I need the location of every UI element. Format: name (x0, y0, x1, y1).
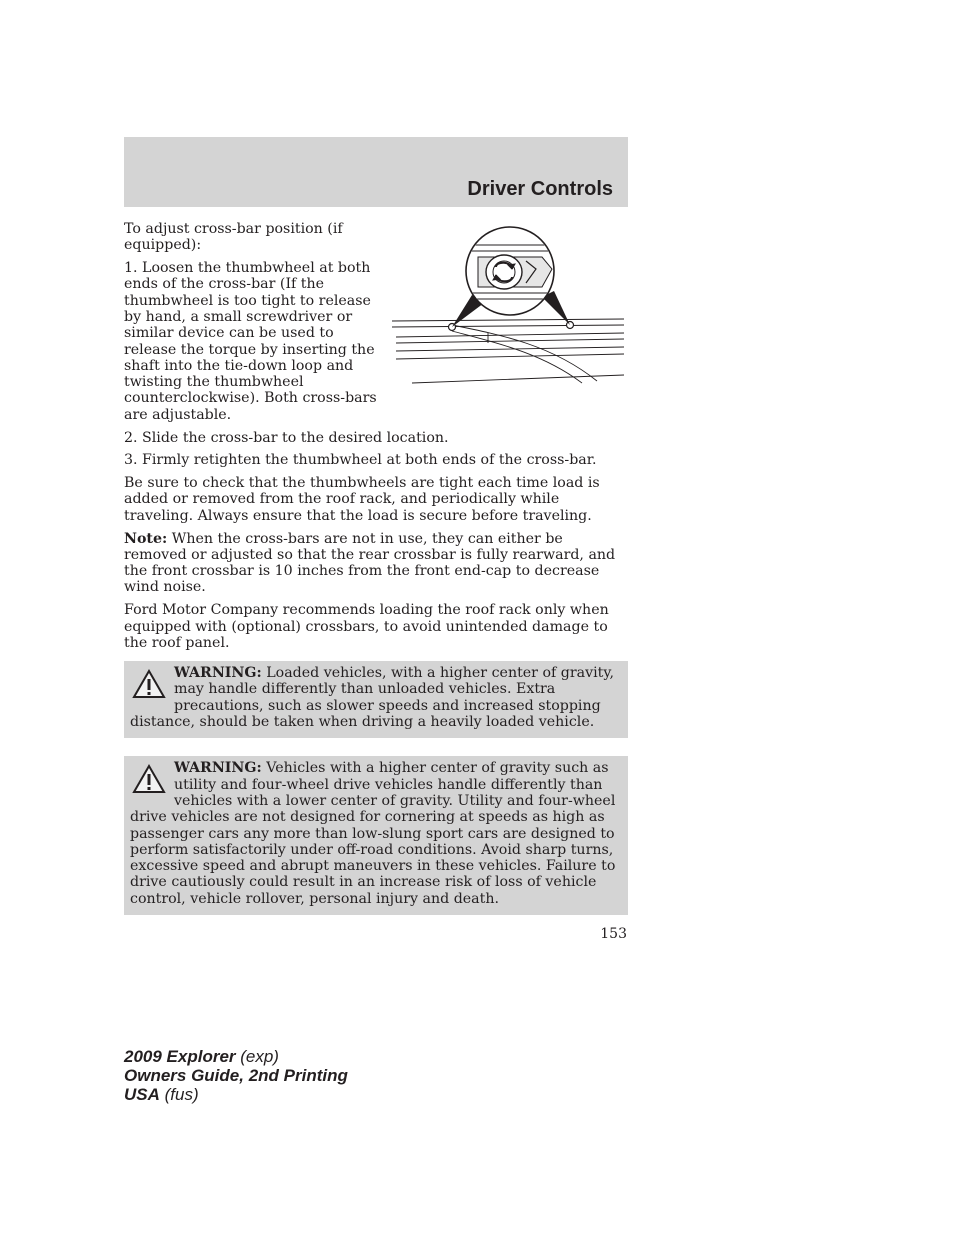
crossbar-thumbwheel-illustration (392, 225, 624, 385)
footer-guide: Owners Guide, 2nd Printing (124, 1066, 348, 1085)
warning-text: Loaded vehicles, with a higher center of gravity, may handle differently than unloaded vehicles. Extra precautions, such as slower speeds and increased stopping distance, should be taken when driving a heavily loaded vehicle. (130, 665, 614, 731)
warning-label: WARNING: (174, 760, 262, 777)
warning-box-1 (124, 661, 628, 738)
section-title: Driver Controls (467, 178, 613, 200)
warning-triangle-icon (132, 669, 166, 699)
footer-model: 2009 Explorer (124, 1047, 236, 1066)
step-1: 1. Loosen the thumbwheel at both ends of the cross-bar (If the thumbwheel is too tight to release by hand, a small screwdriver or similar device can be used to release the torque by inserting the shaft into the tie-down loop and twisting the thumbwheel counterclockwise). Both cross-bars are adjustable. (124, 260, 377, 423)
footer-market: USA (124, 1085, 160, 1104)
section-header (124, 137, 628, 207)
warning-label: WARNING: (174, 665, 262, 682)
footer-model-code: (exp) (235, 1047, 279, 1066)
page-number: 153 (600, 926, 627, 942)
footer-market-code: (fus) (159, 1085, 199, 1104)
intro-lead: To adjust cross-bar position (if equipped): (124, 221, 343, 254)
step-3: 3. Firmly retighten the thumbwheel at both ends of the cross-bar. (124, 452, 597, 469)
warning-box-2 (124, 756, 628, 915)
warning-triangle-icon (132, 764, 166, 794)
intro-block (124, 221, 628, 423)
ford-paragraph: Ford Motor Company recommends loading the roof rack only when equipped with (optional) crossbars, to avoid unintended damage to the roof panel. (124, 602, 609, 651)
note-text: When the cross-bars are not in use, they can either be removed or adjusted so that the rear crossbar is fully rearward, and the front crossbar is 10 inches from the front end-cap to decrease wind noise. (124, 530, 616, 596)
warning-text: Vehicles with a higher center of gravity such as utility and four-wheel drive vehicles handle differently than vehicles with a lower center of gravity. Utility and four-wheel drive vehicles are not designed for cornering at speeds as high as passenger cars any more than low-slung sport cars are designed to perform satisfactorily under off-road conditions. Avoid sharp turns, excessive speed and abrupt maneuvers in these vehicles. Failure to drive cautiously could result in an increase risk of loss of vehicle control, vehicle rollover, personal injury and death. (130, 760, 616, 907)
check-paragraph: Be sure to check that the thumbwheels are tight each time load is added or removed from the roof rack, and periodically while traveling. Always ensure that the load is secure before traveling. (124, 475, 600, 524)
page-content (124, 221, 628, 915)
note-paragraph (124, 531, 628, 596)
step-2: 2. Slide the cross-bar to the desired location. (124, 429, 449, 446)
document-footer (124, 1047, 348, 1104)
note-label: Note: (124, 530, 168, 547)
